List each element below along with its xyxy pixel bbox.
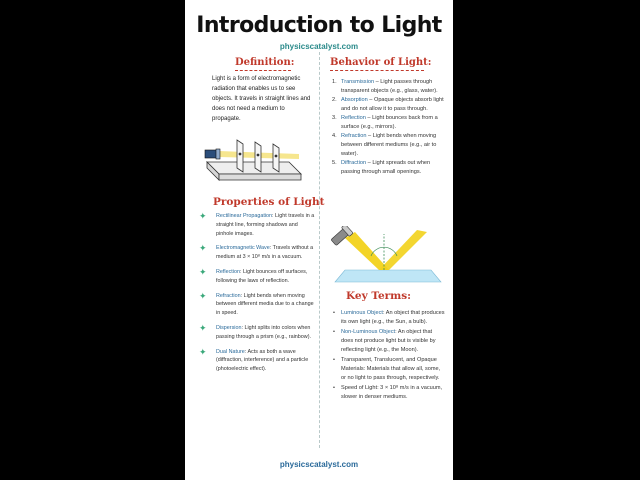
properties-heading: Properties of Light (213, 196, 325, 208)
property-name: Dispersion (216, 324, 242, 331)
sparkle-icon: ✦ (199, 346, 207, 357)
property-text: : Light travels in a straight line, forming shadows and pinhole images. (216, 213, 315, 237)
key-terms-heading: Key Terms: (346, 290, 412, 302)
behavior-text: – Light passes through transparent objects (e.g., glass, water). (341, 79, 438, 94)
sparkle-icon: ✦ (199, 322, 207, 333)
key-term-item (333, 328, 445, 355)
behavior-text: – Light spreads out when passing through small openings. (341, 160, 431, 175)
behavior-item: 2. Absorption – Opaque objects absorb light and do not allow it to pass through. (332, 97, 444, 112)
properties-list (199, 212, 315, 380)
property-item (199, 268, 315, 286)
behavior-text: – Light bounces back from a surface (e.g., mirrors). (341, 115, 438, 130)
key-term-item (333, 384, 445, 402)
behavior-name: Reflection (341, 115, 366, 121)
property-item (199, 348, 315, 374)
page-title: Introduction to Light (196, 13, 442, 38)
property-name: Electromagnetic Wave (216, 245, 270, 252)
behavior-item: 3. Reflection – Light bounces back from a surface (e.g., mirrors). (332, 115, 438, 130)
property-name: Refraction (216, 292, 241, 299)
behavior-text: – Opaque objects absorb light and do not allow it to pass through. (341, 97, 444, 112)
property-name: Rectilinear Propagation (216, 213, 273, 219)
property-text: : Acts as both a wave (diffraction, interference) and a particle (photoelectric effect). (216, 348, 309, 373)
behavior-item: 1. Transmission – Light passes through transparent objects (e.g., glass, water). (332, 79, 438, 94)
behavior-list (332, 78, 448, 177)
key-terms-list (333, 309, 445, 403)
key-term-text: : 3 × 10⁸ m/s in a vacuum, slower in denser mediums. (341, 385, 443, 400)
sparkle-icon: ✦ (199, 266, 207, 277)
website-link-bottom[interactable]: physicscatalyst.com (279, 460, 359, 469)
behavior-item: 4. Refraction – Light bends when moving between different mediums (e.g., air to water). (332, 133, 437, 157)
infographic-poster (185, 0, 453, 480)
reflection-illustration (329, 226, 447, 288)
key-term-item (333, 356, 445, 383)
property-text: : Light splits into colors when passing through a prism (e.g., rainbow). (216, 324, 311, 340)
definition-heading: Definition: (235, 57, 295, 68)
sparkle-icon: ✦ (199, 211, 207, 221)
behavior-item: 5. Diffraction – Light spreads out when passing through small openings. (332, 160, 431, 175)
property-item (199, 244, 315, 262)
key-term-name: Non-Luminous Object (341, 329, 396, 335)
behavior-name: Absorption (341, 97, 368, 103)
property-item (199, 212, 315, 238)
property-item (199, 292, 315, 318)
behavior-heading: Behavior of Light: (330, 57, 432, 68)
key-term-text: : An object that does not produce light but is visible by reflecting light (e.g., the Moon). (341, 329, 436, 353)
key-term-item (333, 309, 445, 327)
behavior-text: – Light bends when moving between different mediums (e.g., air to water). (341, 133, 437, 157)
property-name: Dual Nature (216, 348, 245, 355)
definition-underline (235, 70, 291, 71)
property-text: : Light bounces off surfaces, following the laws of reflection. (216, 268, 308, 284)
sparkle-icon: ✦ (199, 243, 207, 254)
key-term-name: Speed of Light (341, 385, 378, 391)
website-link-top[interactable]: physicscatalyst.com (279, 42, 359, 51)
property-name: Reflection (216, 268, 240, 275)
key-term-name: Luminous Object (341, 310, 383, 316)
definition-text: Light is a form of electromagnetic radiation that enables us to see objects. It travels in straight lines and does not need a medium to propagate. (212, 76, 311, 122)
key-term-text: : Materials that allow all, some, or no light to pass through, respectively. (341, 366, 441, 381)
behavior-name: Refraction (341, 133, 367, 139)
property-text: : Travels without a medium at 3 × 10⁸ m/s in a vacuum. (216, 245, 314, 261)
behavior-name: Diffraction (341, 160, 367, 166)
column-divider (319, 52, 320, 448)
property-item (199, 324, 315, 342)
property-text: : Light bends when moving between different media due to a change in speed. (216, 292, 314, 317)
key-term-name: Transparent, Translucent, and Opaque Materials (341, 357, 437, 372)
behavior-name: Transmission (341, 79, 375, 85)
rectilinear-propagation-illustration (201, 134, 305, 194)
behavior-underline (330, 70, 424, 71)
sparkle-icon: ✦ (199, 290, 207, 301)
key-term-text: : An object that produces its own light (e.g., the Sun, a bulb). (341, 310, 445, 325)
